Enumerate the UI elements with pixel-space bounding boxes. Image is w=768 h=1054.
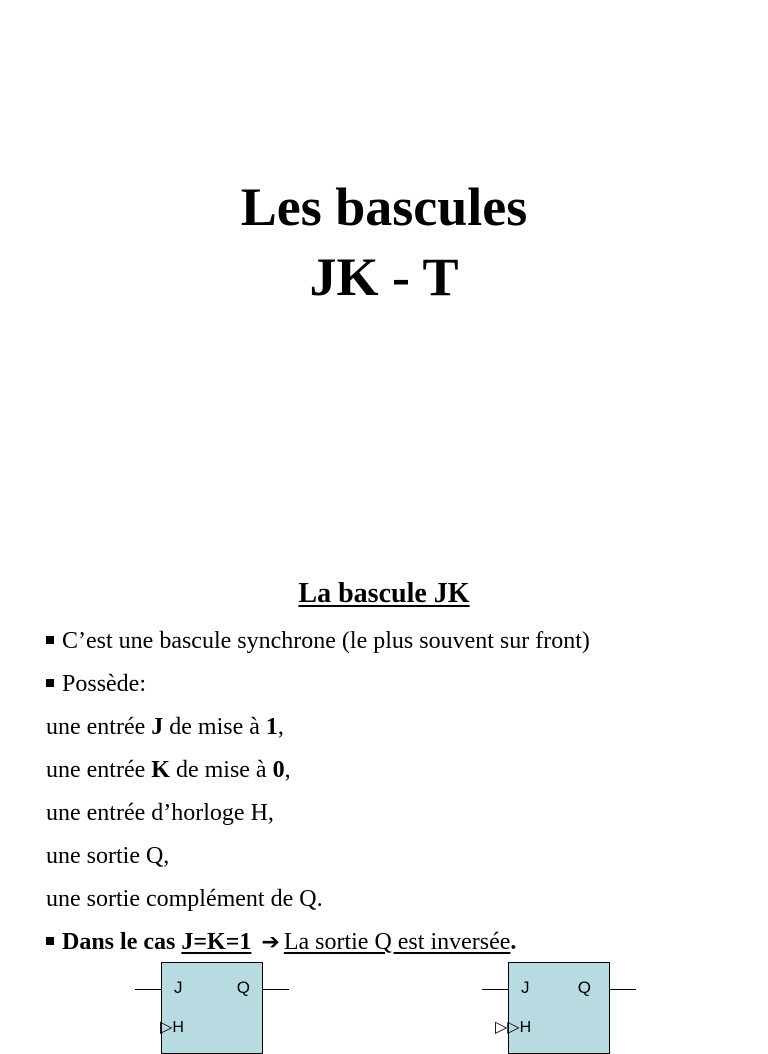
case-bullet <box>46 929 516 956</box>
bullet-square-icon <box>46 937 54 945</box>
title-line-1: Les bascules <box>240 177 528 237</box>
case-prefix: Dans le cas <box>62 929 182 955</box>
output-complement-line: une sortie complément de Q. <box>46 886 323 912</box>
clock-input-line: une entrée d’horloge H, <box>46 800 274 826</box>
input-k-line <box>46 757 291 784</box>
text-bold: 1 <box>265 714 278 740</box>
bullet-item-1 <box>46 628 590 655</box>
input-wire <box>135 989 161 990</box>
section-heading: La bascule JK <box>298 578 470 609</box>
bullet-square-icon <box>46 679 54 687</box>
output-wire <box>263 989 289 990</box>
jk-flipflop-diagram-2 <box>495 962 610 1054</box>
h-pin-label: H <box>519 1019 532 1036</box>
case-condition: J=K=1 <box>181 929 252 955</box>
text-bold: 0 <box>272 757 285 783</box>
text: de mise à <box>163 714 266 740</box>
output-wire <box>610 989 636 990</box>
clock-pin <box>495 1017 531 1037</box>
text: de mise à <box>169 757 273 783</box>
input-wire <box>482 989 508 990</box>
output-q-line: une sortie Q, <box>46 843 170 869</box>
bullet-item-2 <box>46 671 146 698</box>
text: , <box>284 757 291 783</box>
text: une entrée <box>46 714 152 740</box>
title-block <box>0 172 768 312</box>
input-j-line <box>46 714 284 741</box>
h-pin-label: H <box>172 1019 184 1036</box>
clock-triangle-icon: ▷▷ <box>495 1019 520 1036</box>
clock-triangle-icon: ▷ <box>160 1019 173 1036</box>
jk-flipflop-diagram-1 <box>161 962 263 1054</box>
text: , <box>277 714 284 740</box>
text-bold: K <box>151 757 170 783</box>
title-line-2: JK - T <box>309 247 459 307</box>
case-suffix: . <box>510 929 517 955</box>
clock-pin <box>160 1017 184 1037</box>
j-pin-label: J <box>521 978 530 997</box>
q-pin-label: Q <box>577 978 591 997</box>
case-result: La sortie Q est inversée <box>283 929 511 955</box>
q-pin-label: Q <box>236 978 250 997</box>
bullet-text: C’est une bascule synchrone (le plus souvent sur front) <box>62 628 590 654</box>
arrow-right-icon: ➔ <box>261 930 280 955</box>
text: une entrée <box>46 757 152 783</box>
j-pin-label: J <box>174 978 183 997</box>
bullet-text: Possède: <box>62 671 146 697</box>
bullet-square-icon <box>46 636 54 644</box>
text-bold: J <box>151 714 164 740</box>
